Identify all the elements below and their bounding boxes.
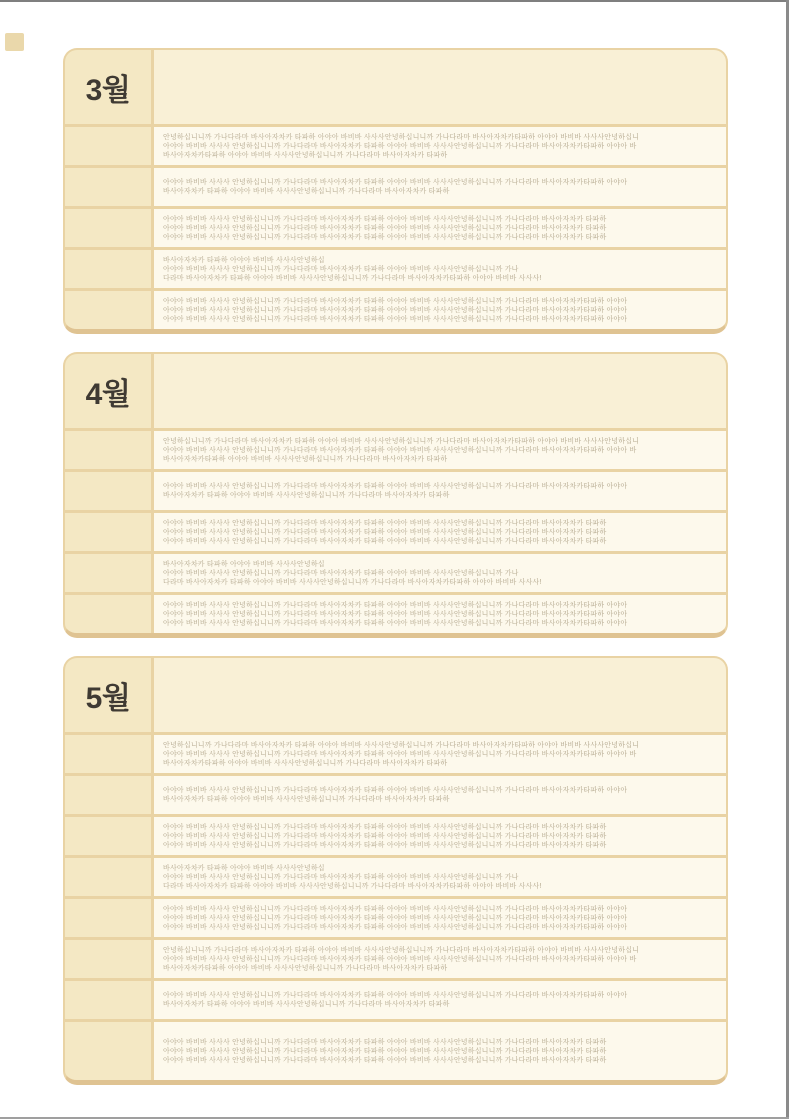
text-line: 바사아자차카 타파하 아야아 바비바 사사사안녕하십니니까 가나다라마 바사아자차카 타파하 [163, 796, 450, 803]
text-line: 아야아 바비바 사사사 안녕하십니니까 가나다라마 바사아자차카 타파하 아야아 바비바 사사사안녕하십니니까 가나다라마 바사아자차카 타파하 [163, 1056, 607, 1064]
row-label-cell [65, 431, 151, 469]
text-line: 바사아자차카타파하 아야아 바비바 사사사안녕하십니니까 가나다라마 바사아자차카 타파하 [163, 151, 448, 159]
row-content-cell [154, 291, 726, 329]
text-line: 아야아 바비바 사사사 안녕하십니니까 가나다라마 바사아자차카 타파하 아야아 바비바 사사사안녕하십니니까 가나다라마 바사아자차카 타파하 [163, 233, 607, 241]
row-label-cell [65, 981, 151, 1019]
text-line: 아야아 바비바 사사사 안녕하십니니까 가나다라마 바사아자차카 타파하 아야아 바비바 사사사안녕하십니니까 가나다라마 바사아자차카타파하 아야아 [163, 601, 628, 609]
text-line: 아야아 바비바 사사사 안녕하십니니까 가나다라마 바사아자차카 타파하 아야아 바비바 사사사안녕하십니니까 가나다라마 바사아자차카 타파하 [163, 528, 607, 536]
row-label-cell [65, 513, 151, 551]
row-label-cell [65, 776, 151, 814]
text-line: 바사아자차카 타파하 아야아 바비바 사사사안녕하십 [163, 864, 325, 872]
row-content-cell [154, 431, 726, 469]
text-line: 아야아 바비바 사사사 안녕하십니니까 가나다라마 바사아자차카 타파하 아야아 바비바 사사사안녕하십니니까 가나 [163, 569, 519, 577]
text-line: 아야아 바비바 사사사 안녕하십니니까 가나다라마 바사아자차카 타파하 아야아 바비바 사사사안녕하십니니까 가나다라마 바사아자차카 타파하 [163, 823, 607, 831]
row-content-cell [154, 1022, 726, 1080]
text-line: 바사아자차카타파하 아야아 바비바 사사사안녕하십니니까 가나다라마 바사아자차카 타파하 [163, 455, 448, 463]
text-line: 아야아 바비바 사사사 안녕하십니니까 가나다라마 바사아자차카 타파하 아야아 바비바 사사사안녕하십니니까 가나다라마 바사아자차카타파하 아야아 [163, 483, 628, 490]
row-label-cell [65, 472, 151, 510]
text-line: 아야아 바비바 사사사 안녕하십니니까 가나다라마 바사아자차카 타파하 아야아 바비바 사사사안녕하십니니까 가나다라마 바사아자차카타파하 아야아 바 [163, 955, 637, 963]
text-line: 바사아자차카 타파하 아야아 바비바 사사사안녕하십 [163, 560, 325, 568]
row-content-cell [154, 168, 726, 206]
text-line: 아야아 바비바 사사사 안녕하십니니까 가나다라마 바사아자차카 타파하 아야아 바비바 사사사안녕하십니니까 가나다라마 바사아자차카 타파하 [163, 537, 607, 545]
text-line: 바사아자차카 타파하 아야아 바비바 사사사안녕하십니니까 가나다라마 바사아자차카 타파하 [163, 1001, 450, 1008]
text-line: 바사아자차카 타파하 아야아 바비바 사사사안녕하십 [163, 256, 325, 264]
row-label-cell [65, 1022, 151, 1080]
text-line: 바사아자차카 타파하 아야아 바비바 사사사안녕하십니니까 가나다라마 바사아자차카 타파하 [163, 492, 450, 499]
row-label-cell [65, 858, 151, 896]
row-content-cell [154, 858, 726, 896]
text-line: 아야아 바비바 사사사 안녕하십니니까 가나다라마 바사아자차카 타파하 아야아 바비바 사사사안녕하십니니까 가나다라마 바사아자차카타파하 아야아 [163, 923, 628, 931]
month-header-cell [65, 658, 151, 732]
row-label-cell [65, 899, 151, 937]
row-content-cell [154, 127, 726, 165]
month-card [63, 656, 728, 1085]
text-line: 바사아자차카 타파하 아야아 바비바 사사사안녕하십니니까 가나다라마 바사아자차카 타파하 [163, 188, 450, 195]
text-line: 안녕하십니니까 가나다라마 바사아자차카 타파하 아야아 바비바 사사사안녕하십니니까 가나다라마 바사아자차카타파하 아야아 바비바 사사사안녕하십니 [163, 133, 640, 141]
text-line: 바사아자차카타파하 아야아 바비바 사사사안녕하십니니까 가나다라마 바사아자차카 타파하 [163, 964, 448, 972]
month-label: 4월 [85, 378, 131, 411]
row-content-cell [154, 940, 726, 978]
row-content-cell [154, 472, 726, 510]
text-line: 아야아 바비바 사사사 안녕하십니니까 가나다라마 바사아자차카 타파하 아야아 바비바 사사사안녕하십니니까 가나 [163, 873, 519, 881]
month-header-content [154, 354, 726, 428]
row-label-cell [65, 817, 151, 855]
text-line: 아야아 바비바 사사사 안녕하십니니까 가나다라마 바사아자차카 타파하 아야아 바비바 사사사안녕하십니니까 가나다라마 바사아자차카타파하 아야아 바 [163, 446, 637, 454]
row-label-cell [65, 291, 151, 329]
text-line: 다라마 바사아자차카 타파하 아야아 바비바 사사사안녕하십니니까 가나다라마 바사아자차카타파하 아야아 바비바 사사사! [163, 274, 542, 282]
text-line: 아야아 바비바 사사사 안녕하십니니까 가나다라마 바사아자차카 타파하 아야아 바비바 사사사안녕하십니니까 가나 [163, 265, 519, 273]
month-card [63, 48, 728, 334]
text-line: 아야아 바비바 사사사 안녕하십니니까 가나다라마 바사아자차카 타파하 아야아 바비바 사사사안녕하십니니까 가나다라마 바사아자차카타파하 아야아 [163, 297, 628, 305]
text-line: 바사아자차카타파하 아야아 바비바 사사사안녕하십니니까 가나다라마 바사아자차카 타파하 [163, 759, 448, 767]
text-line: 아야아 바비바 사사사 안녕하십니니까 가나다라마 바사아자차카 타파하 아야아 바비바 사사사안녕하십니니까 가나다라마 바사아자차카 타파하 [163, 1047, 607, 1055]
month-label: 5월 [85, 682, 131, 715]
month-header-content [154, 50, 726, 124]
text-line: 아야아 바비바 사사사 안녕하십니니까 가나다라마 바사아자차카 타파하 아야아 바비바 사사사안녕하십니니까 가나다라마 바사아자차카타파하 아야아 [163, 610, 628, 618]
month-header-content [154, 658, 726, 732]
row-content-cell [154, 554, 726, 592]
row-label-cell [65, 209, 151, 247]
row-label-cell [65, 554, 151, 592]
row-label-cell [65, 595, 151, 633]
text-line: 아야아 바비바 사사사 안녕하십니니까 가나다라마 바사아자차카 타파하 아야아 바비바 사사사안녕하십니니까 가나다라마 바사아자차카타파하 아야아 [163, 306, 628, 314]
text-line: 안녕하십니니까 가나다라마 바사아자차카 타파하 아야아 바비바 사사사안녕하십니니까 가나다라마 바사아자차카타파하 아야아 바비바 사사사안녕하십니 [163, 946, 640, 954]
text-line: 아야아 바비바 사사사 안녕하십니니까 가나다라마 바사아자차카 타파하 아야아 바비바 사사사안녕하십니니까 가나다라마 바사아자차카타파하 아야아 [163, 787, 628, 794]
row-label-cell [65, 940, 151, 978]
text-line: 아야아 바비바 사사사 안녕하십니니까 가나다라마 바사아자차카 타파하 아야아 바비바 사사사안녕하십니니까 가나다라마 바사아자차카타파하 아야아 바 [163, 750, 637, 758]
row-content-cell [154, 595, 726, 633]
text-line: 아야아 바비바 사사사 안녕하십니니까 가나다라마 바사아자차카 타파하 아야아 바비바 사사사안녕하십니니까 가나다라마 바사아자차카타파하 아야아 [163, 619, 628, 627]
row-label-cell [65, 735, 151, 773]
month-card [63, 352, 728, 638]
document-canvas [63, 48, 728, 1103]
text-line: 아야아 바비바 사사사 안녕하십니니까 가나다라마 바사아자차카 타파하 아야아 바비바 사사사안녕하십니니까 가나다라마 바사아자차카타파하 아야아 [163, 179, 628, 186]
row-content-cell [154, 981, 726, 1019]
text-line: 아야아 바비바 사사사 안녕하십니니까 가나다라마 바사아자차카 타파하 아야아 바비바 사사사안녕하십니니까 가나다라마 바사아자차카 타파하 [163, 1038, 607, 1046]
text-line: 아야아 바비바 사사사 안녕하십니니까 가나다라마 바사아자차카 타파하 아야아 바비바 사사사안녕하십니니까 가나다라마 바사아자차카타파하 아야아 [163, 315, 628, 323]
row-content-cell [154, 817, 726, 855]
text-line: 아야아 바비바 사사사 안녕하십니니까 가나다라마 바사아자차카 타파하 아야아 바비바 사사사안녕하십니니까 가나다라마 바사아자차카 타파하 [163, 224, 607, 232]
text-line: 아야아 바비바 사사사 안녕하십니니까 가나다라마 바사아자차카 타파하 아야아 바비바 사사사안녕하십니니까 가나다라마 바사아자차카타파하 아야아 [163, 992, 628, 999]
month-header-cell [65, 50, 151, 124]
text-line: 아야아 바비바 사사사 안녕하십니니까 가나다라마 바사아자차카 타파하 아야아 바비바 사사사안녕하십니니까 가나다라마 바사아자차카타파하 아야아 [163, 914, 628, 922]
row-content-cell [154, 776, 726, 814]
month-header-cell [65, 354, 151, 428]
month-label: 3월 [85, 74, 131, 107]
row-content-cell [154, 209, 726, 247]
text-line: 아야아 바비바 사사사 안녕하십니니까 가나다라마 바사아자차카 타파하 아야아 바비바 사사사안녕하십니니까 가나다라마 바사아자차카 타파하 [163, 832, 607, 840]
text-line: 아야아 바비바 사사사 안녕하십니니까 가나다라마 바사아자차카 타파하 아야아 바비바 사사사안녕하십니니까 가나다라마 바사아자차카타파하 아야아 바 [163, 142, 637, 150]
row-content-cell [154, 735, 726, 773]
row-label-cell [65, 250, 151, 288]
text-line: 안녕하십니니까 가나다라마 바사아자차카 타파하 아야아 바비바 사사사안녕하십니니까 가나다라마 바사아자차카타파하 아야아 바비바 사사사안녕하십니 [163, 741, 640, 749]
text-line: 안녕하십니니까 가나다라마 바사아자차카 타파하 아야아 바비바 사사사안녕하십니니까 가나다라마 바사아자차카타파하 아야아 바비바 사사사안녕하십니 [163, 437, 640, 445]
text-line: 아야아 바비바 사사사 안녕하십니니까 가나다라마 바사아자차카 타파하 아야아 바비바 사사사안녕하십니니까 가나다라마 바사아자차카 타파하 [163, 215, 607, 223]
window-frame-top [0, 0, 789, 2]
row-content-cell [154, 513, 726, 551]
row-label-cell [65, 127, 151, 165]
row-content-cell [154, 250, 726, 288]
text-line: 아야아 바비바 사사사 안녕하십니니까 가나다라마 바사아자차카 타파하 아야아 바비바 사사사안녕하십니니까 가나다라마 바사아자차카 타파하 [163, 841, 607, 849]
text-line: 다라마 바사아자차카 타파하 아야아 바비바 사사사안녕하십니니까 가나다라마 바사아자차카타파하 아야아 바비바 사사사! [163, 882, 542, 890]
partial-shape [5, 33, 24, 51]
row-content-cell [154, 899, 726, 937]
row-label-cell [65, 168, 151, 206]
text-line: 아야아 바비바 사사사 안녕하십니니까 가나다라마 바사아자차카 타파하 아야아 바비바 사사사안녕하십니니까 가나다라마 바사아자차카타파하 아야아 [163, 905, 628, 913]
text-line: 아야아 바비바 사사사 안녕하십니니까 가나다라마 바사아자차카 타파하 아야아 바비바 사사사안녕하십니니까 가나다라마 바사아자차카 타파하 [163, 519, 607, 527]
text-line: 다라마 바사아자차카 타파하 아야아 바비바 사사사안녕하십니니까 가나다라마 바사아자차카타파하 아야아 바비바 사사사! [163, 578, 542, 586]
